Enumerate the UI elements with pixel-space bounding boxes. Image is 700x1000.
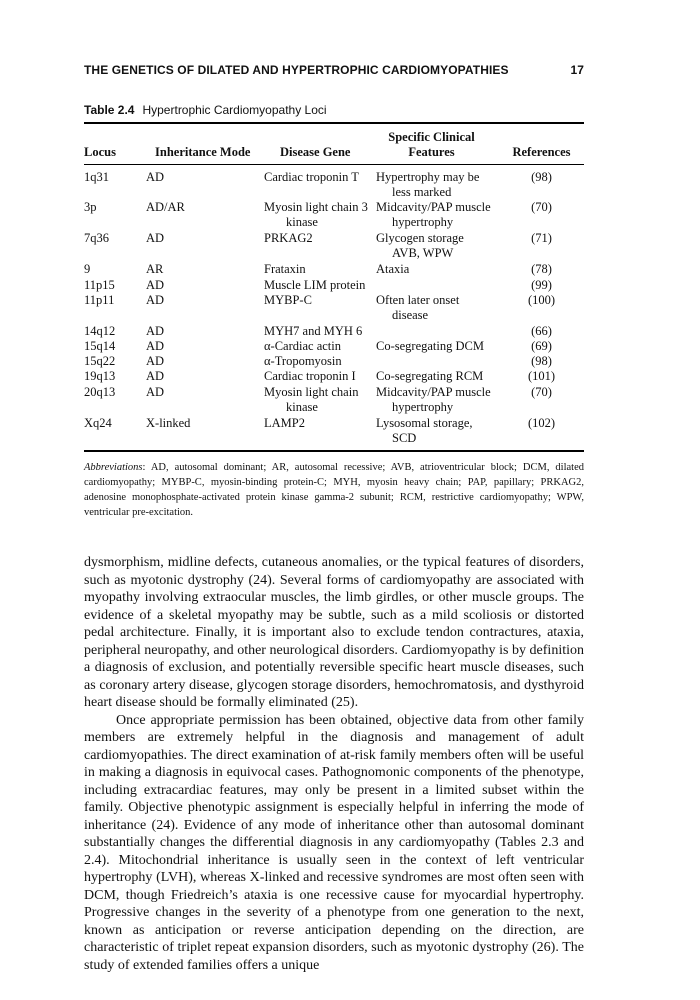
- table-header-rule: [84, 164, 584, 165]
- cell-features-line1: Lysosomal storage,: [376, 416, 473, 430]
- cell-inheritance: X-linked: [146, 416, 191, 430]
- cell-features: [376, 416, 499, 446]
- cell-gene: MYBP-C: [264, 293, 312, 307]
- cell-locus: 15q14: [84, 339, 116, 353]
- cell-inheritance: AD: [146, 293, 165, 307]
- cell-reference: (101): [527, 369, 556, 383]
- cell-reference: (71): [531, 231, 552, 245]
- cell-gene-line2: kinase: [286, 400, 318, 414]
- column-header-gene: Disease Gene: [280, 145, 351, 159]
- paragraph: dysmorphism, midline defects, cutaneous anomalies, or the typical features of disorders, such as myotonic dystrophy (24). Several forms of cardiomyopathy are associated with myopathy involving extraocular muscles, the limb girdles, or other muscle groups. The evidence of a skeletal myopathy may be subtle, such as a mild scoliosis or distorted pedal architecture. Finally, it is important also to exclude tendon contractures, ataxia, peripheral neuropathy, and other neurological disorders. Cardiomyopathy is by definition a diagnosis of exclusion, and potentially reversible specific heart muscle diseases, such as coronary artery disease, glycogen storage disorders, hemochromatosis, and dysthyroid heart disease should be formally eliminated (25).: [84, 555, 584, 710]
- column-header-inheritance: Inheritance Mode: [155, 145, 251, 159]
- cell-reference: (102): [527, 416, 556, 430]
- cell-features: Co-segregating RCM: [376, 369, 484, 383]
- table-top-rule: [84, 122, 584, 124]
- cell-features-line1: Midcavity/PAP muscle: [376, 200, 491, 214]
- cell-features: [376, 200, 499, 230]
- cell-locus: 1q31: [84, 170, 109, 184]
- cell-gene: Cardiac troponin I: [264, 369, 356, 383]
- table-title: Hypertrophic Cardiomyopathy Loci: [142, 103, 327, 117]
- column-header-features-line2: Features: [408, 145, 455, 159]
- cell-features: Ataxia: [376, 262, 410, 276]
- cell-features-line2: disease: [392, 308, 429, 322]
- table-row: [84, 262, 584, 278]
- cell-inheritance: AD: [146, 231, 165, 245]
- table-bottom-rule: [84, 450, 584, 452]
- cell-gene: [264, 231, 376, 246]
- cell-features-line1: Hypertrophy may be: [376, 170, 480, 184]
- table-row: [84, 200, 584, 231]
- cell-gene: MYH7 and MYH 6: [264, 324, 363, 338]
- cell-inheritance: AD: [146, 369, 165, 383]
- table-header: [84, 128, 584, 162]
- cell-locus: 14q12: [84, 324, 116, 338]
- cell-locus: 11p11: [84, 293, 115, 307]
- cell-gene: LAMP2: [264, 416, 305, 430]
- cell-inheritance: AR: [146, 262, 164, 276]
- cell-gene: [264, 200, 376, 230]
- running-title: THE GENETICS OF DILATED AND HYPERTROPHIC CARDIOMYOPATHIES: [84, 63, 509, 77]
- cell-features: [376, 170, 499, 200]
- paragraph: Once appropriate permission has been obtained, objective data from other family members are extremely helpful in the diagnosis and management of adult cardiomyopathies. The direct examination of at-risk family members often will be useful in making a diagnosis in equivocal cases. Pathognomonic components of the phenotype, including extracardiac features, may only be present in a limited subset within the family. Objective phenotypic assignment is especially helpful in inferring the mode of inheritance (24). Evidence of any mode of inheritance other than autosomal dominant substantially changes the differential diagnosis in any cardiomyopathy (Tables 2.3 and 2.4). Mitochondrial inheritance is usually seen in the context of left ventricular hypertrophy (LVH), whereas X-linked and recessive syndromes are most often seen with DCM, though Friedreich’s ataxia is one recessive cause for myocardial hypertrophy. Progressive changes in the severity of a phenotype from one generation to the next, known as anticipation or reverse anticipation depending on the direction, are characteristic of triplet repeat expansion disorders, such as myotonic dystrophy (26). The study of extended families offers a unique: [84, 712, 584, 973]
- cell-features: [376, 385, 499, 415]
- cell-gene: α-Cardiac actin: [264, 339, 341, 353]
- cell-locus: 15q22: [84, 354, 116, 368]
- cell-features: [376, 293, 499, 323]
- cell-reference: (100): [527, 293, 556, 307]
- cell-reference: (78): [531, 262, 552, 276]
- cell-inheritance: AD: [146, 385, 165, 399]
- column-header-locus: Locus: [84, 145, 116, 159]
- cell-inheritance: AD: [146, 324, 165, 338]
- table-row: [84, 324, 584, 339]
- table-row: [84, 385, 584, 416]
- table-row: [84, 170, 584, 200]
- table-footnote: [84, 460, 584, 520]
- cell-inheritance: AD: [146, 278, 165, 292]
- body-text: [84, 554, 584, 974]
- cell-inheritance: AD: [146, 170, 165, 184]
- cell-features-line1: Midcavity/PAP muscle: [376, 385, 491, 399]
- cell-features-line1: Glycogen storage: [376, 231, 464, 245]
- cell-features: [376, 231, 499, 261]
- cell-locus: 3p: [84, 200, 97, 214]
- table-row: [84, 339, 584, 354]
- column-header-references: References: [512, 145, 571, 159]
- cell-locus: 19q13: [84, 369, 116, 383]
- cell-locus: 7q36: [84, 231, 109, 245]
- cell-gene: Muscle LIM protein: [264, 278, 366, 292]
- cell-gene-line2: kinase: [286, 215, 318, 229]
- table-caption: [84, 103, 327, 117]
- cell-reference: (99): [531, 278, 552, 292]
- cell-locus: 9: [84, 262, 91, 276]
- table-row: [84, 369, 584, 385]
- cell-features-line1: Often later onset: [376, 293, 460, 307]
- cell-gene-line1: Myosin light chain: [264, 385, 359, 399]
- table-row: [84, 416, 584, 447]
- cell-inheritance: AD/AR: [146, 200, 185, 214]
- cell-reference: (70): [531, 200, 552, 214]
- cell-gene-line1: Myosin light chain 3: [264, 200, 368, 214]
- cell-gene-line1: Cardiac troponin T: [264, 170, 359, 184]
- table-row: [84, 293, 584, 324]
- cell-features-line2: SCD: [392, 431, 417, 445]
- cell-features-line2: hypertrophy: [392, 215, 454, 229]
- cell-gene: α-Tropomyosin: [264, 354, 342, 368]
- cell-gene: [264, 385, 376, 415]
- cell-inheritance: AD: [146, 339, 165, 353]
- cell-reference: (69): [531, 339, 552, 353]
- cell-locus: 11p15: [84, 278, 115, 292]
- table-body: [84, 170, 584, 447]
- cell-reference: (98): [531, 354, 552, 368]
- cell-gene: Frataxin: [264, 262, 306, 276]
- cell-reference: (70): [531, 385, 552, 399]
- cell-reference: (66): [531, 324, 552, 338]
- page-number: 17: [570, 63, 584, 77]
- cell-features-line2: AVB, WPW: [392, 246, 454, 260]
- table-label: Table 2.4: [84, 103, 135, 117]
- cell-gene: [264, 170, 376, 185]
- cell-locus: Xq24: [84, 416, 112, 430]
- running-head: [84, 63, 584, 77]
- column-header-features-line1: Specific Clinical: [388, 130, 475, 144]
- cell-features: Co-segregating DCM: [376, 339, 484, 353]
- column-header-features: [374, 130, 489, 160]
- cell-locus: 20q13: [84, 385, 116, 399]
- table-row: [84, 278, 584, 293]
- cell-features-line2: less marked: [392, 185, 452, 199]
- table-row: [84, 231, 584, 262]
- cell-gene-line1: PRKAG2: [264, 231, 313, 245]
- cell-features-line2: hypertrophy: [392, 400, 454, 414]
- abbreviations-text: : AD, autosomal dominant; AR, autosomal recessive; AVB, atrioventricular block; DCM, dilated cardiomyopathy; MYBP-C, myosin-binding protein-C; MYH, myosin heavy chain; PAP, papillary; PRKAG2, adenosine monophosphate-activated protein kinase gamma-2 subunit; RCM, restrictive cardiomyopathy; WPW, ventricular pre-excitation.: [84, 462, 584, 518]
- cell-reference: (98): [531, 170, 552, 184]
- table-row: [84, 354, 584, 369]
- cell-inheritance: AD: [146, 354, 165, 368]
- abbreviations-label: Abbreviations: [84, 462, 143, 473]
